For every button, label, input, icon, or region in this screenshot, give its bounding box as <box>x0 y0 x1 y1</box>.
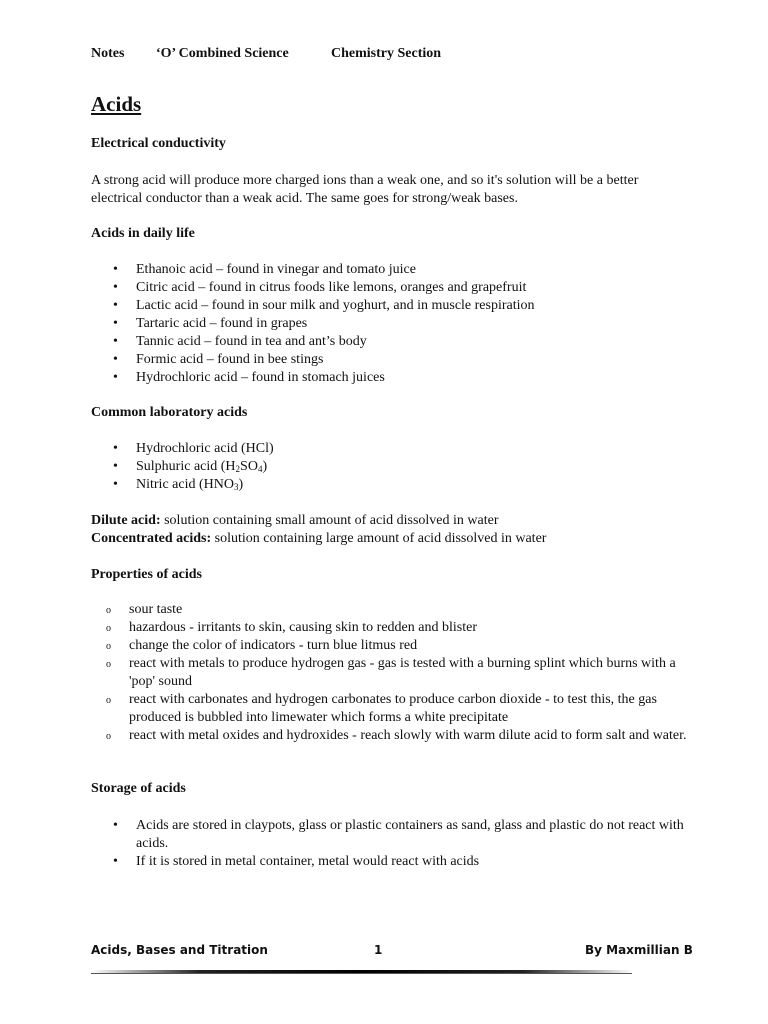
list-item: o react with metals to produce hydrogen gas - gas is tested with a burning splint which burns with a 'pop' sound <box>91 655 691 691</box>
footer-author: By Maxmillian B <box>585 943 693 957</box>
list-item: o sour taste <box>91 601 691 619</box>
footer-page-number: 1 <box>374 943 383 957</box>
list-item: • Hydrochloric acid (HCl) <box>91 440 274 458</box>
list-item: • Formic acid – found in bee stings <box>91 351 535 369</box>
list-item: o react with metal oxides and hydroxides - reach slowly with warm dilute acid to form salt and water. <box>91 727 691 745</box>
page-title: Acids <box>91 92 142 116</box>
conductivity-text: A strong acid will produce more charged ions than a weak one, and so it's solution will be a better electrical conductor than a weak acid. The same goes for strong/weak bases. <box>91 173 639 206</box>
storage-list <box>91 817 691 871</box>
list-item: o hazardous - irritants to skin, causing skin to redden and blister <box>91 619 691 637</box>
storage-heading: Storage of acids <box>91 781 186 796</box>
properties-list <box>91 601 691 745</box>
list-item: • Hydrochloric acid – found in stomach juices <box>91 369 535 387</box>
dilute-definition: Dilute acid: solution containing small amount of acid dissolved in water <box>91 513 499 528</box>
header-notes: Notes <box>91 46 125 61</box>
list-item: • If it is stored in metal container, metal would react with acids <box>91 853 691 871</box>
footer-rule-line <box>91 973 632 974</box>
daily-life-heading: Acids in daily life <box>91 226 195 241</box>
daily-life-list <box>91 261 535 387</box>
lab-acids-list <box>91 440 274 494</box>
list-item: • Acids are stored in claypots, glass or plastic containers as sand, glass and plastic do not react with acids. <box>91 817 691 853</box>
footer-title: Acids, Bases and Titration <box>91 943 268 957</box>
conductivity-heading: Electrical conductivity <box>91 136 226 151</box>
list-item: • Lactic acid – found in sour milk and yoghurt, and in muscle respiration <box>91 297 535 315</box>
list-item: • Nitric acid $(HNO_3)$ <box>91 476 274 494</box>
header-section: Chemistry Section <box>331 46 442 61</box>
list-item: • Ethanoic acid – found in vinegar and tomato juice <box>91 261 535 279</box>
list-item: • Tannic acid – found in tea and ant’s body <box>91 333 535 351</box>
list-item: • Citric acid – found in citrus foods like lemons, oranges and grapefruit <box>91 279 535 297</box>
lab-acids-heading: Common laboratory acids <box>91 405 248 420</box>
header-course: ‘O’ Combined Science <box>156 46 289 61</box>
concentrated-definition: Concentrated acids: solution containing large amount of acid dissolved in water <box>91 531 547 546</box>
list-item: • Sulphuric acid $(H_2SO_4)$ <box>91 458 274 476</box>
properties-heading: Properties of acids <box>91 567 202 582</box>
list-item: • Tartaric acid – found in grapes <box>91 315 535 333</box>
list-item: o react with carbonates and hydrogen carbonates to produce carbon dioxide - to test this, the gas produced is bubbled into limewater which forms a white precipitate <box>91 691 691 727</box>
list-item: o change the color of indicators - turn blue litmus red <box>91 637 691 655</box>
